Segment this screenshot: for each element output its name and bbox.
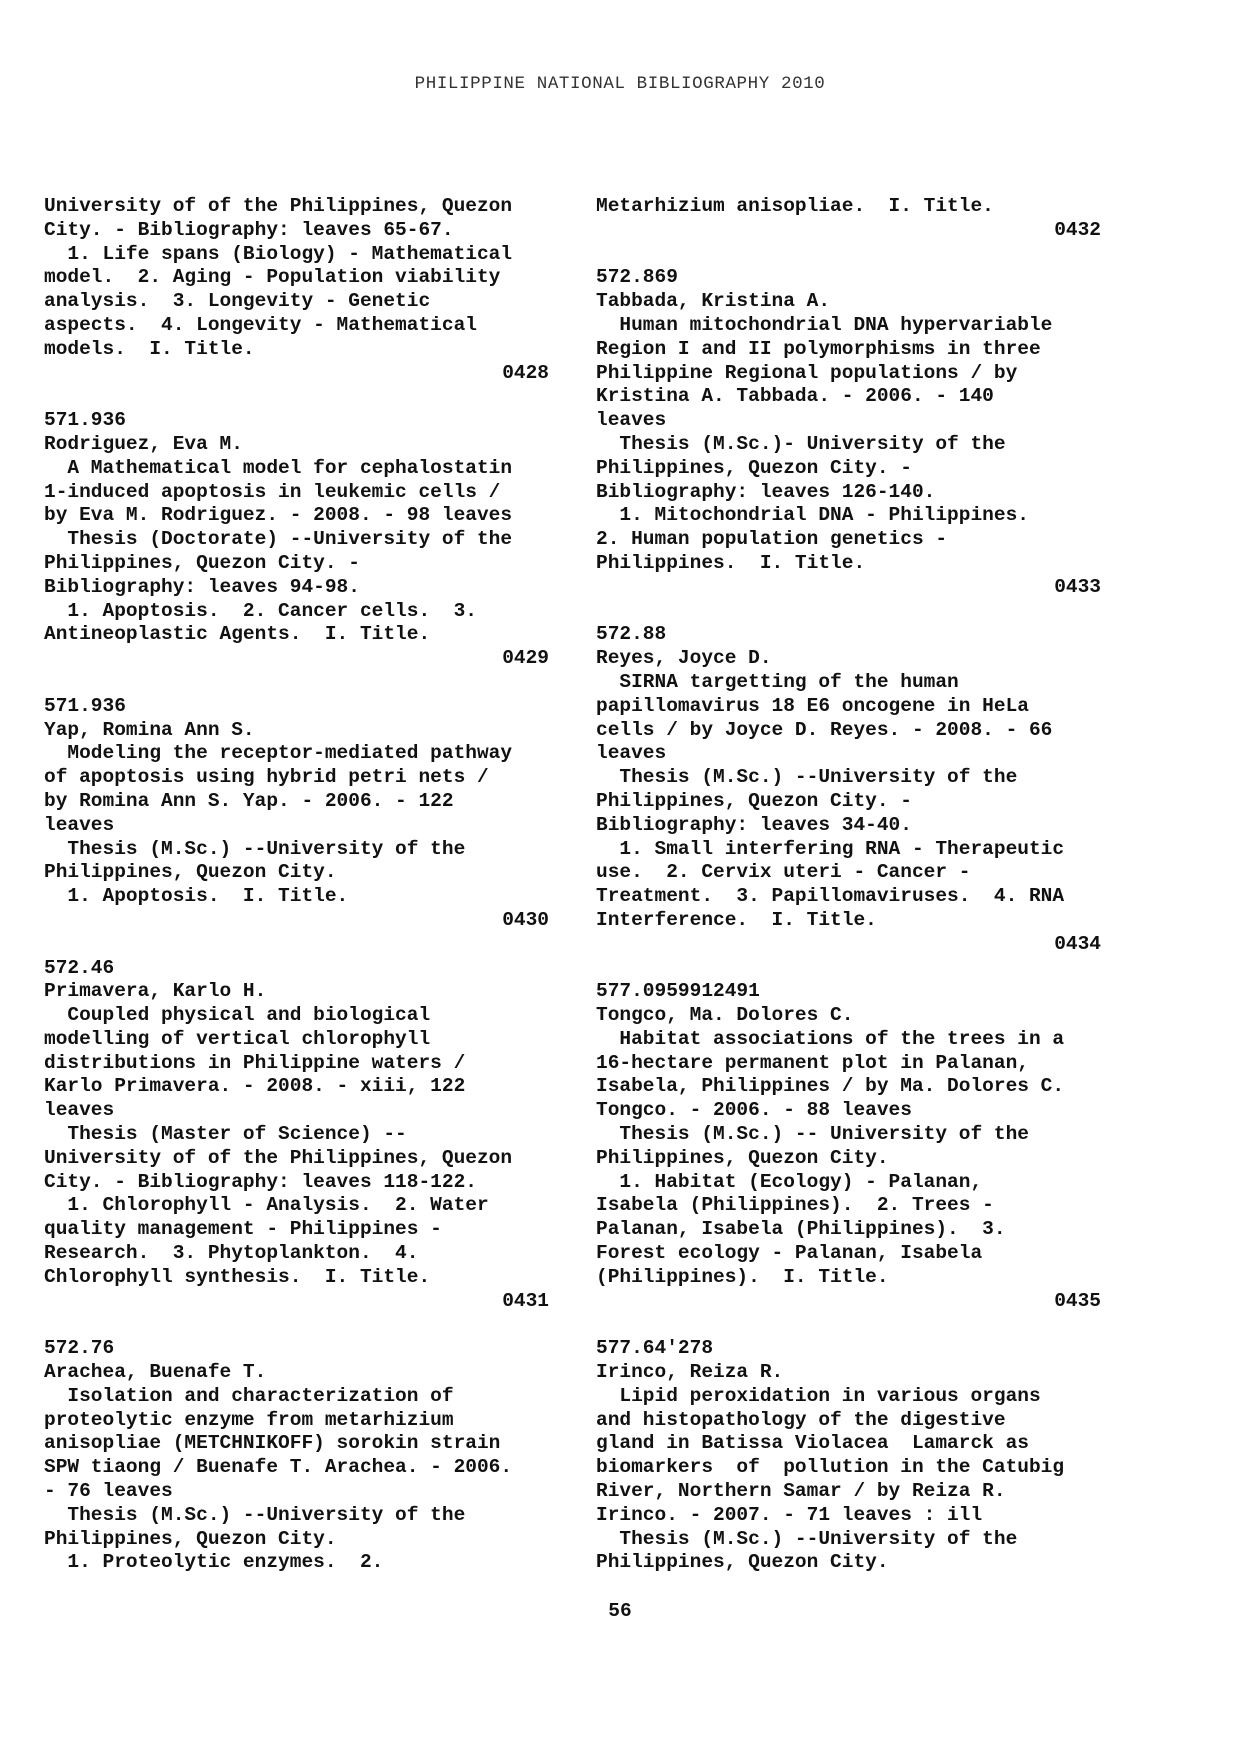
entry-line: Irinco, Reiza R. — [596, 1361, 784, 1384]
entry-line: Human mitochondrial DNA hypervariable — [596, 313, 1053, 336]
entry-line: Antineoplastic Agents. I. Title. — [44, 623, 431, 646]
entry-separator — [596, 243, 1101, 267]
entry-line: aspects. 4. Longevity - Mathematical — [44, 313, 477, 336]
entry-line: Thesis (M.Sc.) --University of the — [44, 837, 466, 860]
entry-line: 1. Apoptosis. I. Title. — [44, 885, 349, 908]
entry-line: 571.936 — [44, 409, 126, 432]
entry-line: Thesis (M.Sc.) -- University of the — [596, 1123, 1029, 1146]
entry-line: modelling of vertical chlorophyll — [44, 1027, 431, 1050]
entry-line: Philippines. I. Title. — [596, 551, 866, 574]
entry-line: A Mathematical model for cephalostatin — [44, 456, 513, 479]
entry-line: Tongco. - 2006. - 88 leaves — [596, 1099, 912, 1122]
entry-separator — [596, 600, 1101, 624]
entry-separator — [44, 385, 549, 409]
entry-line: proteolytic enzyme from metarhizium — [44, 1408, 454, 1431]
entry-line: City. - Bibliography: leaves 65-67. — [44, 218, 454, 241]
entry-line: 572.869 — [596, 266, 678, 289]
entry-line: Forest ecology - Palanan, Isabela — [596, 1242, 983, 1265]
entry-line: Interference. I. Title. — [596, 908, 877, 931]
entry-line: Reyes, Joyce D. — [596, 647, 772, 670]
entry-line: of apoptosis using hybrid petri nets / — [44, 766, 489, 789]
entry-line: use. 2. Cervix uteri - Cancer - — [596, 861, 971, 884]
entry-line: leaves — [596, 409, 667, 432]
entry-line: Chlorophyll synthesis. I. Title. — [44, 1265, 431, 1288]
entry-line: papillomavirus 18 E6 oncogene in HeLa — [596, 694, 1029, 717]
entry-line: 572.76 — [44, 1337, 115, 1360]
entry-line: Thesis (M.Sc.) --University of the — [596, 766, 1018, 789]
entry-line: Coupled physical and biological — [44, 1004, 431, 1027]
page-header: PHILIPPINE NATIONAL BIBLIOGRAPHY 2010 — [414, 74, 826, 94]
entry-line: Thesis (M.Sc.)- University of the — [596, 432, 1006, 455]
entry-number: 0432 — [1054, 218, 1101, 241]
entry-line: Bibliography: leaves 126-140. — [596, 480, 936, 503]
entry-line: (Philippines). I. Title. — [596, 1265, 889, 1288]
entry-line: Philippines, Quezon City. - — [596, 456, 912, 479]
entry-number: 0433 — [1054, 575, 1101, 598]
entry-line: by Eva M. Rodriguez. - 2008. - 98 leaves — [44, 504, 513, 527]
entry-number: 0434 — [1054, 932, 1101, 955]
entry-line: Philippines, Quezon City. - — [596, 789, 912, 812]
entry-separator — [596, 1313, 1101, 1337]
entry-line: 1. Small interfering RNA - Therapeutic — [596, 837, 1065, 860]
entry-line: 572.46 — [44, 956, 115, 979]
entry-line: - 76 leaves — [44, 1480, 173, 1503]
entry-line: Karlo Primavera. - 2008. - xiii, 122 — [44, 1075, 466, 1098]
entry-line: by Romina Ann S. Yap. - 2006. - 122 — [44, 789, 454, 812]
entry-line: Rodriguez, Eva M. — [44, 432, 243, 455]
entry-line: Philippines, Quezon City. — [596, 1551, 889, 1574]
entry-line: SPW tiaong / Buenafe T. Arachea. - 2006. — [44, 1456, 513, 1479]
entry-line: Tongco, Ma. Dolores C. — [596, 1004, 854, 1027]
entry-line: analysis. 3. Longevity - Genetic — [44, 290, 431, 313]
entry-line: City. - Bibliography: leaves 118-122. — [44, 1170, 477, 1193]
entry-line: Primavera, Karlo H. — [44, 980, 267, 1003]
entry-line: 577.0959912491 — [596, 980, 760, 1003]
entry-line: anisopliae (METCHNIKOFF) sorokin strain — [44, 1432, 501, 1455]
entry-line: Bibliography: leaves 34-40. — [596, 813, 912, 836]
entry-line: 1. Apoptosis. 2. Cancer cells. 3. — [44, 599, 477, 622]
entry-line: Thesis (Doctorate) --University of the — [44, 528, 513, 551]
entry-line: Thesis (Master of Science) -- — [44, 1123, 407, 1146]
entry-line: Modeling the receptor-mediated pathway — [44, 742, 513, 765]
entry-line: 571.936 — [44, 694, 126, 717]
entry-line: SIRNA targetting of the human — [596, 670, 959, 693]
entry-separator — [44, 671, 549, 695]
entry-line: Yap, Romina Ann S. — [44, 718, 255, 741]
entry-line: Palanan, Isabela (Philippines). 3. — [596, 1218, 1006, 1241]
entry-line: Philippines, Quezon City. — [44, 861, 337, 884]
entry-line: Isabela (Philippines). 2. Trees - — [596, 1194, 994, 1217]
entry-number: 0431 — [502, 1289, 549, 1312]
entry-separator — [44, 1313, 549, 1337]
entry-line: University of of the Philippines, Quezon — [44, 195, 513, 217]
entry-number: 0429 — [502, 647, 549, 670]
entry-line: model. 2. Aging - Population viability — [44, 266, 501, 289]
entry-line: 577.64'278 — [596, 1337, 714, 1360]
entry-line: 1. Proteolytic enzymes. 2. — [44, 1551, 384, 1574]
entry-line: Tabbada, Kristina A. — [596, 290, 831, 313]
entry-line: 2. Human population genetics - — [596, 528, 948, 551]
entry-line: 16-hectare permanent plot in Palanan, — [596, 1051, 1029, 1074]
entry-line: Philippines, Quezon City. — [596, 1146, 889, 1169]
entry-line: and histopathology of the digestive — [596, 1408, 1006, 1431]
entry-line: Arachea, Buenafe T. — [44, 1361, 267, 1384]
entry-line: models. I. Title. — [44, 337, 255, 360]
entry-number: 0430 — [502, 908, 549, 931]
entry-line: leaves — [44, 813, 115, 836]
entry-line: gland in Batissa Violacea Lamarck as — [596, 1432, 1029, 1455]
entry-line: Research. 3. Phytoplankton. 4. — [44, 1242, 419, 1265]
page-number: 56 — [608, 1600, 632, 1622]
entry-line: Kristina A. Tabbada. - 2006. - 140 — [596, 385, 994, 408]
entry-line: Bibliography: leaves 94-98. — [44, 575, 360, 598]
entry-line: leaves — [44, 1099, 115, 1122]
entry-line: quality management - Philippines - — [44, 1218, 442, 1241]
entry-line: Philippines, Quezon City. — [44, 1527, 337, 1550]
entry-separator — [44, 933, 549, 957]
entry-line: Lipid peroxidation in various organs — [596, 1384, 1041, 1407]
entry-line: Irinco. - 2007. - 71 leaves : ill — [596, 1503, 983, 1526]
entry-line: Thesis (M.Sc.) --University of the — [44, 1503, 466, 1526]
entry-number: 0428 — [502, 361, 549, 384]
entry-line: Treatment. 3. Papillomaviruses. 4. RNA — [596, 885, 1065, 908]
entry-line: Philippines, Quezon City. - — [44, 551, 360, 574]
right-column — [596, 195, 1101, 1575]
entry-line: 1. Chlorophyll - Analysis. 2. Water — [44, 1194, 489, 1217]
entry-line: Isolation and characterization of — [44, 1384, 454, 1407]
entry-line: cells / by Joyce D. Reyes. - 2008. - 66 — [596, 718, 1053, 741]
entry-separator — [596, 957, 1101, 981]
entry-line: Region I and II polymorphisms in three — [596, 337, 1041, 360]
entry-line: River, Northern Samar / by Reiza R. — [596, 1480, 1006, 1503]
entry-line: 572.88 — [596, 623, 667, 646]
entry-line: distributions in Philippine waters / — [44, 1051, 466, 1074]
entry-line: Philippine Regional populations / by — [596, 361, 1018, 384]
entry-line: Isabela, Philippines / by Ma. Dolores C. — [596, 1075, 1065, 1098]
entry-line: 1-induced apoptosis in leukemic cells / — [44, 480, 501, 503]
entry-line: 1. Habitat (Ecology) - Palanan, — [596, 1170, 983, 1193]
entry-line: Metarhizium anisopliae. I. Title. — [596, 195, 994, 217]
entry-line: University of of the Philippines, Quezon — [44, 1146, 513, 1169]
entry-line: Habitat associations of the trees in a — [596, 1027, 1065, 1050]
entry-line: Thesis (M.Sc.) --University of the — [596, 1527, 1018, 1550]
entry-line: 1. Life spans (Biology) - Mathematical — [44, 242, 513, 265]
left-column — [44, 195, 549, 1575]
entry-line: 1. Mitochondrial DNA - Philippines. — [596, 504, 1029, 527]
entry-line: leaves — [596, 742, 667, 765]
entry-number: 0435 — [1054, 1289, 1101, 1312]
entry-line: biomarkers of pollution in the Catubig — [596, 1456, 1065, 1479]
